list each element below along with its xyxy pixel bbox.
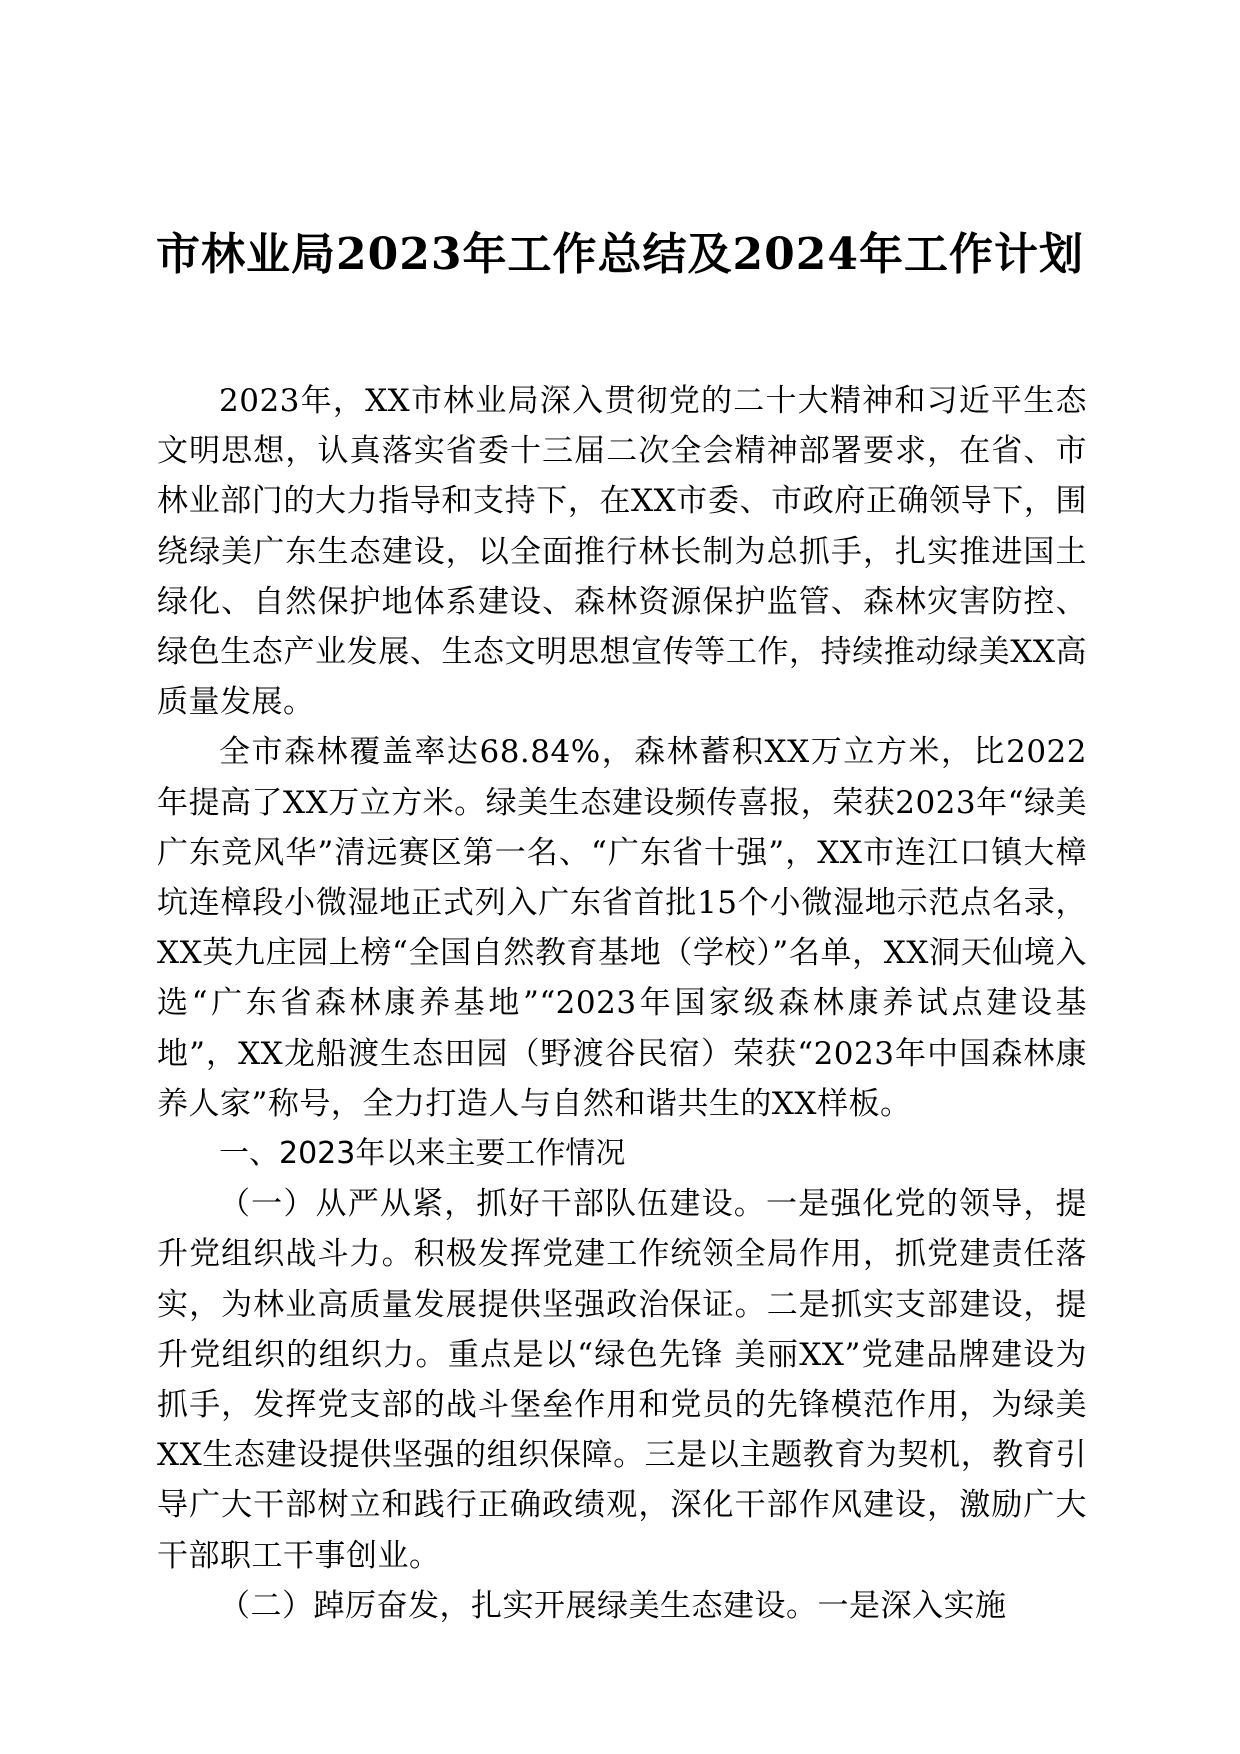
section-paragraph-1: （一）从严从紧，抓好干部队伍建设。一是强化党的领导，提升党组织战斗力。积极发挥党建工作统领全局作用，抓党建责任落实，为林业高质量发展提供坚强政治保证。二是抓实支部建设，提升党组织的组织力。重点是以“绿色先锋 美丽XX”党建品牌建设为抓手，发挥党支部的战斗堡垒作用和党员的先锋模范作用，为绿美XX生态建设提供坚强的组织保障。三是以主题教育为契机，教育引导广大干部树立和践行正确政绩观，深化干部作风建设，激励广大干部职工干事创业。	[157, 1186, 1087, 1574]
section-heading: 一、2023年以来主要工作情况	[219, 1136, 626, 1172]
intro-paragraph: 2023年，XX市林业局深入贯彻党的二十大精神和习近平生态文明思想，认真落实省委十三届二次全会精神部署要求，在省、市林业部门的大力指导和支持下，在XX市委、市政府正确领导下，围绕绿美广东生态建设，以全面推行林长制为总抓手，扎实推进国土绿化、自然保护地体系建设、森林资源保护监管、森林灾害防控、绿色生态产业发展、生态文明思想宣传等工作，持续推动绿美XX高质量发展。	[157, 383, 1087, 721]
achievements-paragraph: 全市森林覆盖率达68.84%，森林蓄积XX万立方米，比2022年提高了XX万立方米。绿美生态建设频传喜报，荣获2023年“绿美广东竞风华”清远赛区第一名、“广东省十强”，XX市连江口镇大樟坑连樟段小微湿地正式列入广东省首批15个小微湿地示范点名录，XX英九庄园上榜“全国自然教育基地（学校）”名单，XX洞天仙境入选“广东省森林康养基地”“2023年国家级森林康养试点建设基地”，XX龙船渡生态田园（野渡谷民宿）荣获“2023年中国森林康养人家”称号，全力打造人与自然和谐共生的XX样板。	[157, 734, 1087, 1122]
document-body	[157, 376, 1087, 1631]
section-paragraph-2: （二）踔厉奋发，扎实开展绿美生态建设。一是深入实施	[219, 1587, 1007, 1624]
document-title: 市林业局2023年工作总结及2024年工作计划	[156, 229, 1084, 280]
